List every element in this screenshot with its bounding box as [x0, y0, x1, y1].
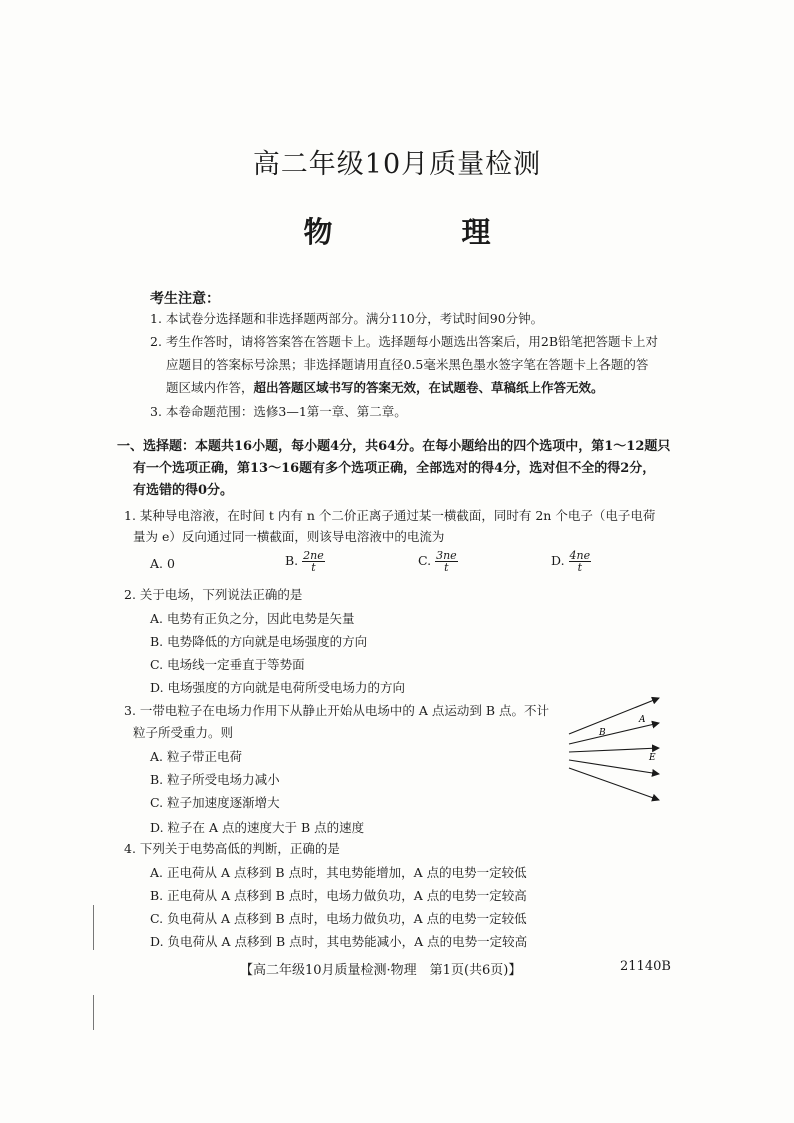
- q3-stem-line-2: 粒子所受重力。则: [133, 725, 234, 740]
- point-b-label: B: [599, 728, 606, 738]
- field-line-1: [569, 698, 659, 734]
- q2-stem: 2. 关于电场，下列说法正确的是: [124, 587, 303, 602]
- q4-stem: 4. 下列关于电势高低的判断，正确的是: [124, 841, 340, 856]
- notice-line-5: 3. 本卷命题范围：选修3—1第一章、第二章。: [150, 404, 407, 419]
- field-line-4: [569, 760, 659, 774]
- q2-option-b: B. 电势降低的方向就是电场强度的方向: [150, 634, 368, 649]
- field-line-3: [569, 748, 659, 752]
- q4-option-a: A. 正电荷从 A 点移到 B 点时，其电势能增加，A 点的电势一定较低: [150, 865, 527, 880]
- q2-option-c: C. 电场线一定垂直于等势面: [150, 657, 305, 672]
- q4-option-d: D. 负电荷从 A 点移到 B 点时，其电势能减小，A 点的电势一定较高: [150, 934, 528, 949]
- point-a-label: A: [639, 715, 646, 725]
- q1-stem-line-2: 量为 e）反向通过同一横截面，则该导电溶液中的电流为: [133, 529, 445, 544]
- electric-field-diagram: [565, 690, 670, 810]
- q1-option-c: C. $\frac{3ne}{t}$: [418, 549, 457, 574]
- q2-option-d: D. 电场强度的方向就是电荷所受电场力的方向: [150, 680, 406, 695]
- paper-title: 高二年级10月质量检测: [252, 149, 542, 180]
- section-line-3: 有选错的得0分。: [133, 483, 234, 498]
- q1-option-b-fraction: $\frac{2ne}{t}$: [303, 549, 324, 574]
- subject-title: 物 理: [303, 215, 541, 249]
- notice-line-3: 应题目的答案标号涂黑；非选择题请用直径0.5毫米黑色墨水签字笔在答题卡上各题的答: [166, 357, 649, 372]
- q3-option-c: C. 粒子加速度逐渐增大: [150, 795, 280, 810]
- q3-stem-line-1: 3. 一带电粒子在电场力作用下从静止开始从电场中的 A 点运动到 B 点。不计: [124, 703, 550, 718]
- q2-option-a: A. 电势有正负之分，因此电势是矢量: [150, 611, 355, 626]
- q3-option-a: A. 粒子带正电荷: [150, 749, 242, 764]
- page-footer: 【高二年级10月质量检测·物理 第1页(共6页)】: [240, 963, 522, 978]
- q1-stem-line-1: 1. 某种导电溶液，在时间 t 内有 n 个二价正离子通过某一横截面，同时有 2n 个电子（电子电荷: [124, 508, 656, 523]
- q4-option-c: C. 负电荷从 A 点移到 B 点时，电场力做负功，A 点的电势一定较低: [150, 911, 527, 926]
- q1-option-d: D. $\frac{4ne}{t}$: [551, 549, 591, 574]
- section-line-1: 一、选择题：本题共16小题，每小题4分，共64分。在每小题给出的四个选项中，第1～12题只: [117, 439, 671, 454]
- notice-line-2: 2. 考生作答时，请将答案答在答题卡上。选择题每小题选出答案后，用2B铅笔把答题卡上对: [150, 334, 659, 349]
- field-line-2: [569, 723, 659, 744]
- notice-heading: 考生注意：: [150, 291, 220, 307]
- scan-margin-mark-lower: [93, 995, 94, 1030]
- field-e-label: E: [649, 753, 656, 763]
- paper-code: 21140B: [620, 959, 671, 974]
- q4-option-b: B. 正电荷从 A 点移到 B 点时，电场力做负功，A 点的电势一定较高: [150, 888, 527, 903]
- notice-line-4: [166, 379, 604, 397]
- q3-option-b: B. 粒子所受电场力减小: [150, 772, 280, 787]
- q3-option-d: D. 粒子在 A 点的速度大于 B 点的速度: [150, 820, 365, 835]
- notice-line-4-emphasis: 超出答题区域书写的答案无效，在试题卷、草稿纸上作答无效。: [253, 380, 604, 395]
- section-line-2: 有一个选项正确，第13～16题有多个选项正确，全部选对的得4分，选对但不全的得2分，: [133, 461, 656, 476]
- q1-option-d-fraction: $\frac{4ne}{t}$: [569, 549, 591, 574]
- q1-option-c-fraction: $\frac{3ne}{t}$: [436, 549, 457, 574]
- notice-line-1: 1. 本试卷分选择题和非选择题两部分。满分110分，考试时间90分钟。: [150, 311, 544, 326]
- q1-option-a: A. 0: [150, 556, 175, 571]
- field-line-5: [569, 768, 659, 800]
- notice-line-4-start: 题区域内作答，: [166, 380, 254, 395]
- scan-margin-mark-upper: [93, 905, 94, 950]
- q1-option-b: B. $\frac{2ne}{t}$: [285, 549, 324, 574]
